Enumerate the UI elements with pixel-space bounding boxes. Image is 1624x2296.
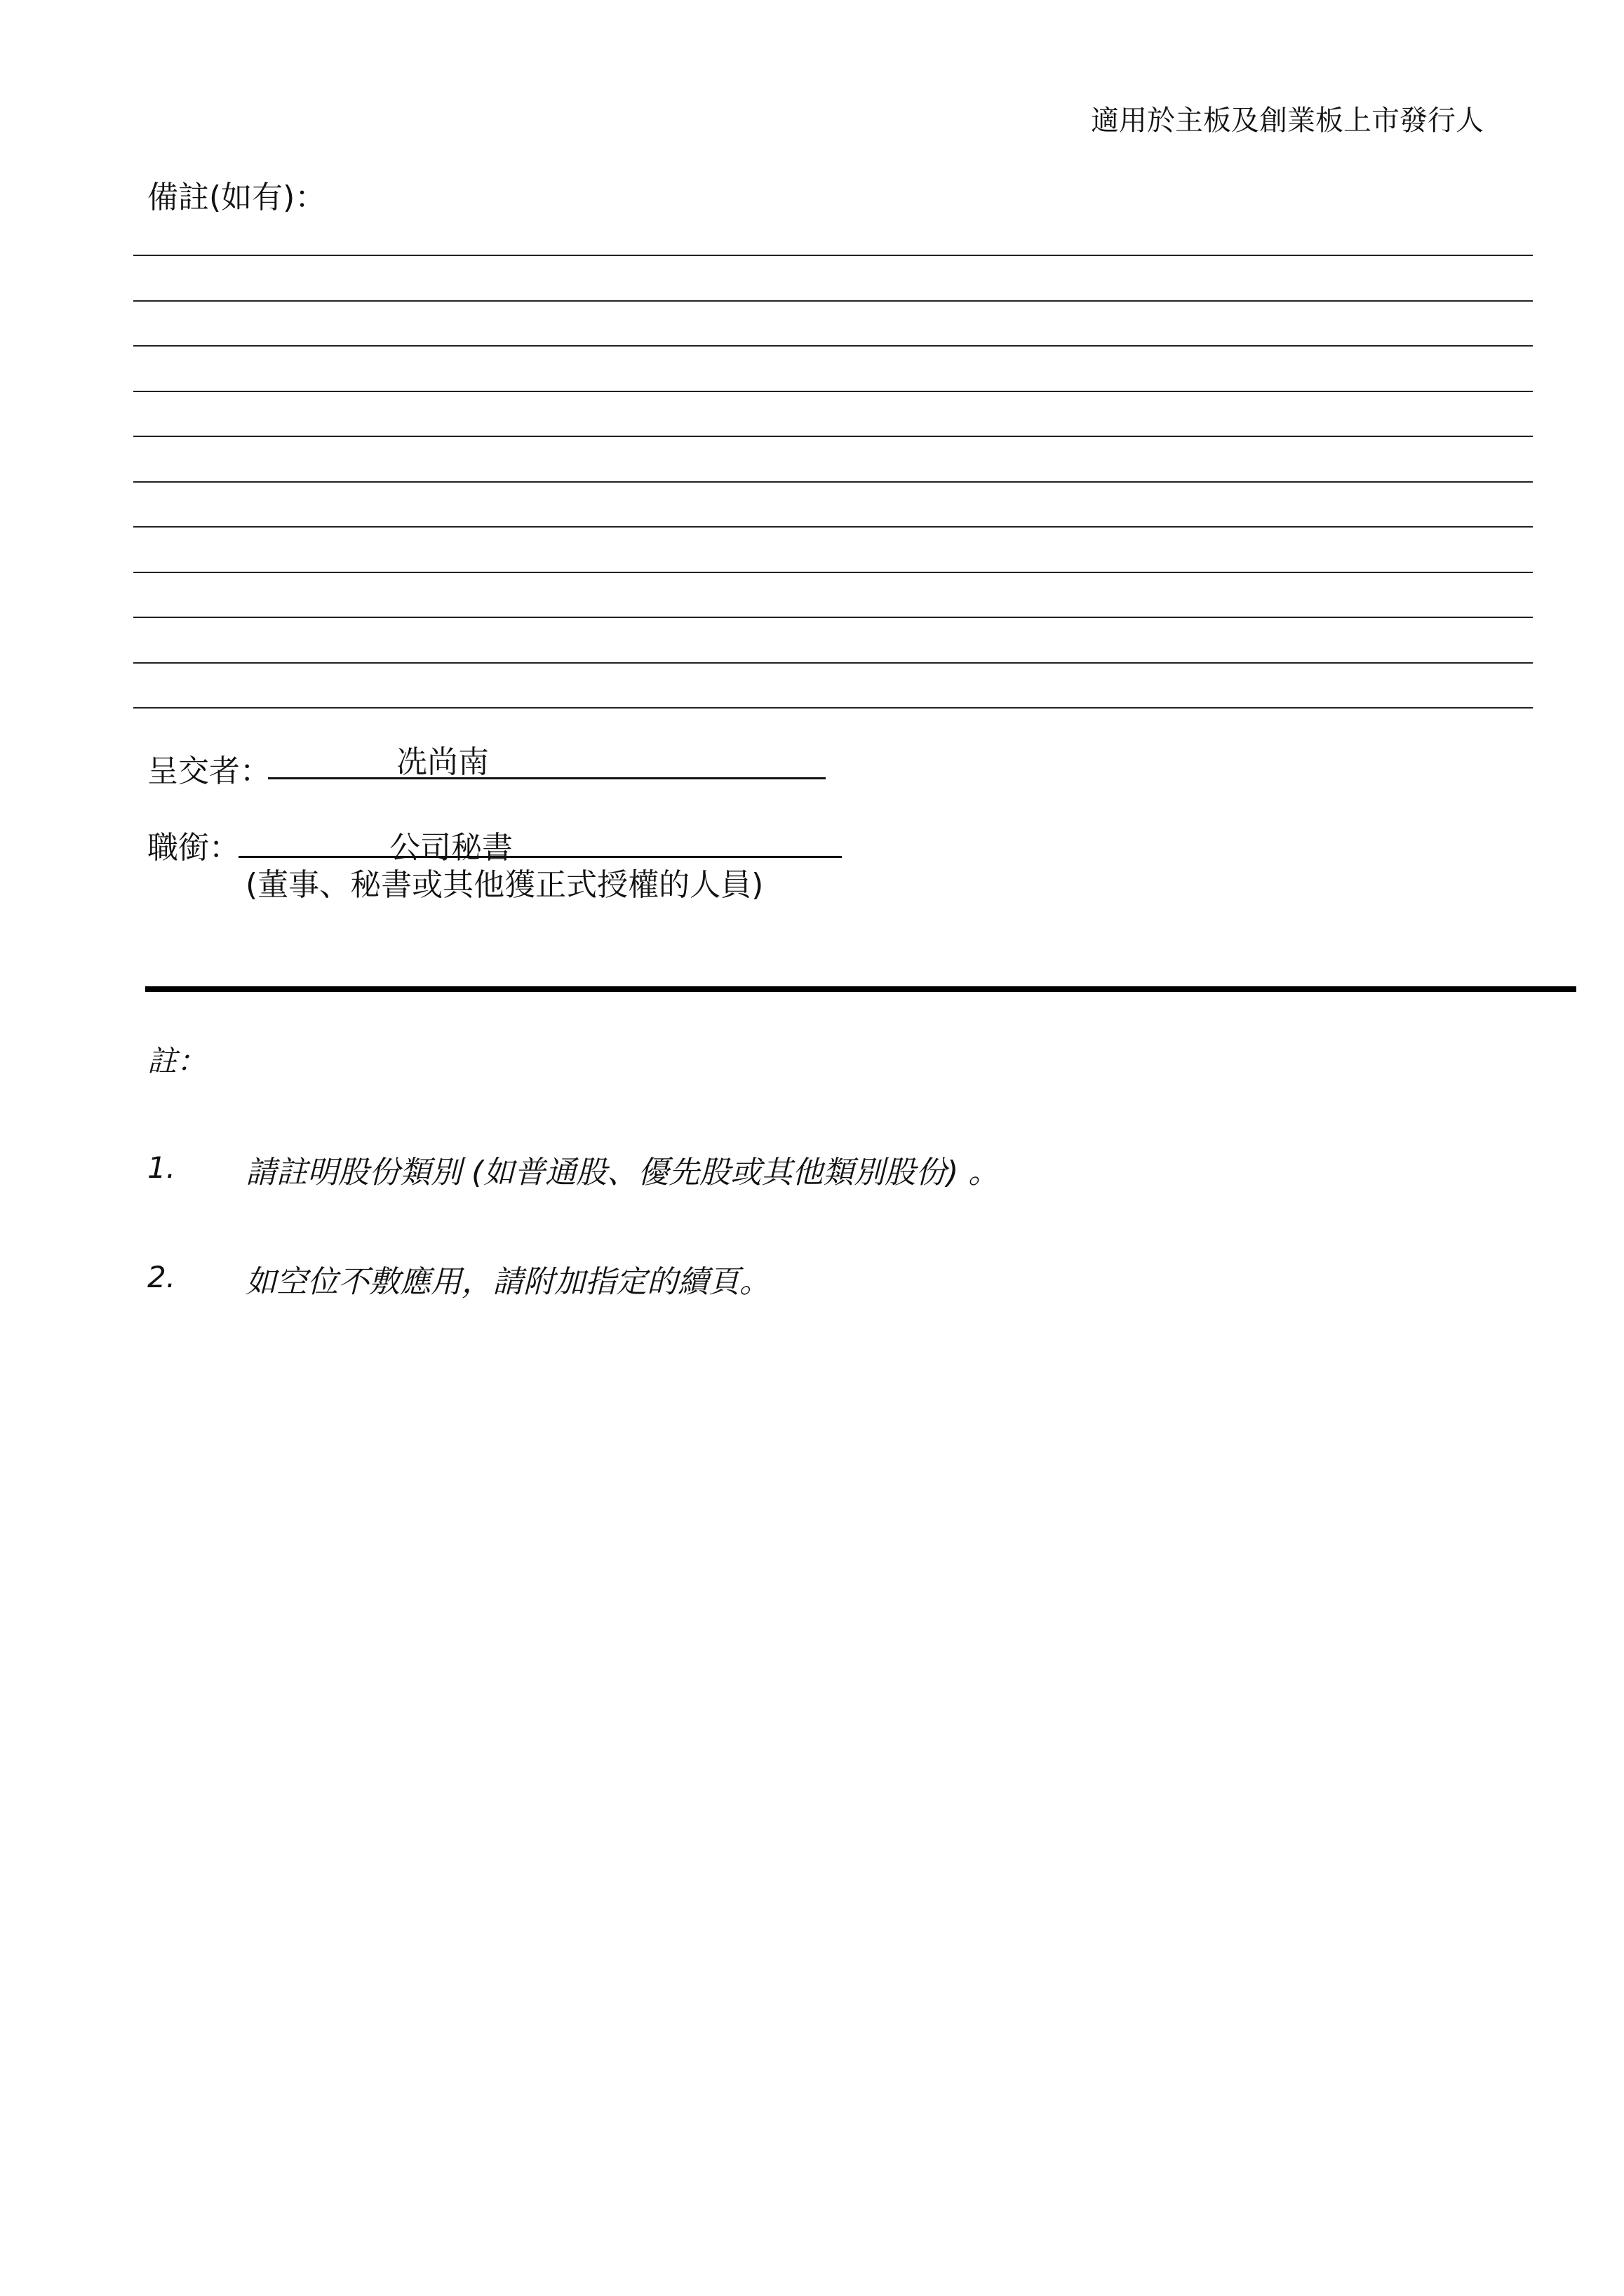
remarks-label: 備註(如有)： xyxy=(147,180,326,215)
note-text: 如空位不敷應用，請附加指定的續頁。 xyxy=(246,1264,770,1300)
remarks-ruled-line xyxy=(133,662,1533,664)
remarks-ruled-line xyxy=(133,436,1533,437)
applicability-note: 適用於主板及創業板上市發行人 xyxy=(1091,105,1484,137)
remarks-ruled-line xyxy=(133,572,1533,573)
note-number: 1. xyxy=(147,1150,176,1185)
remarks-ruled-line xyxy=(133,617,1533,618)
title-line xyxy=(239,856,842,858)
title-hint: (董事、秘書或其他獲正式授權的人員) xyxy=(246,867,764,903)
submitted-by-value: 冼尚南 xyxy=(396,744,489,780)
note-text: 請註明股份類別 (如普通股、優先股或其他類別股份) 。 xyxy=(246,1155,1000,1190)
remarks-ruled-line xyxy=(133,707,1533,709)
remarks-ruled-line xyxy=(133,255,1533,256)
title-value: 公司秘書 xyxy=(389,830,513,866)
submitted-by-label: 呈交者： xyxy=(147,753,271,789)
remarks-ruled-line xyxy=(133,300,1533,302)
submitted-by-line xyxy=(268,777,826,779)
remarks-ruled-line xyxy=(133,526,1533,528)
remarks-ruled-line xyxy=(133,345,1533,347)
remarks-ruled-line xyxy=(133,481,1533,483)
remarks-ruled-line xyxy=(133,391,1533,392)
notes-title: 註： xyxy=(147,1044,207,1078)
title-label: 職銜： xyxy=(147,830,240,866)
note-number: 2. xyxy=(147,1260,176,1294)
section-divider xyxy=(145,986,1576,992)
